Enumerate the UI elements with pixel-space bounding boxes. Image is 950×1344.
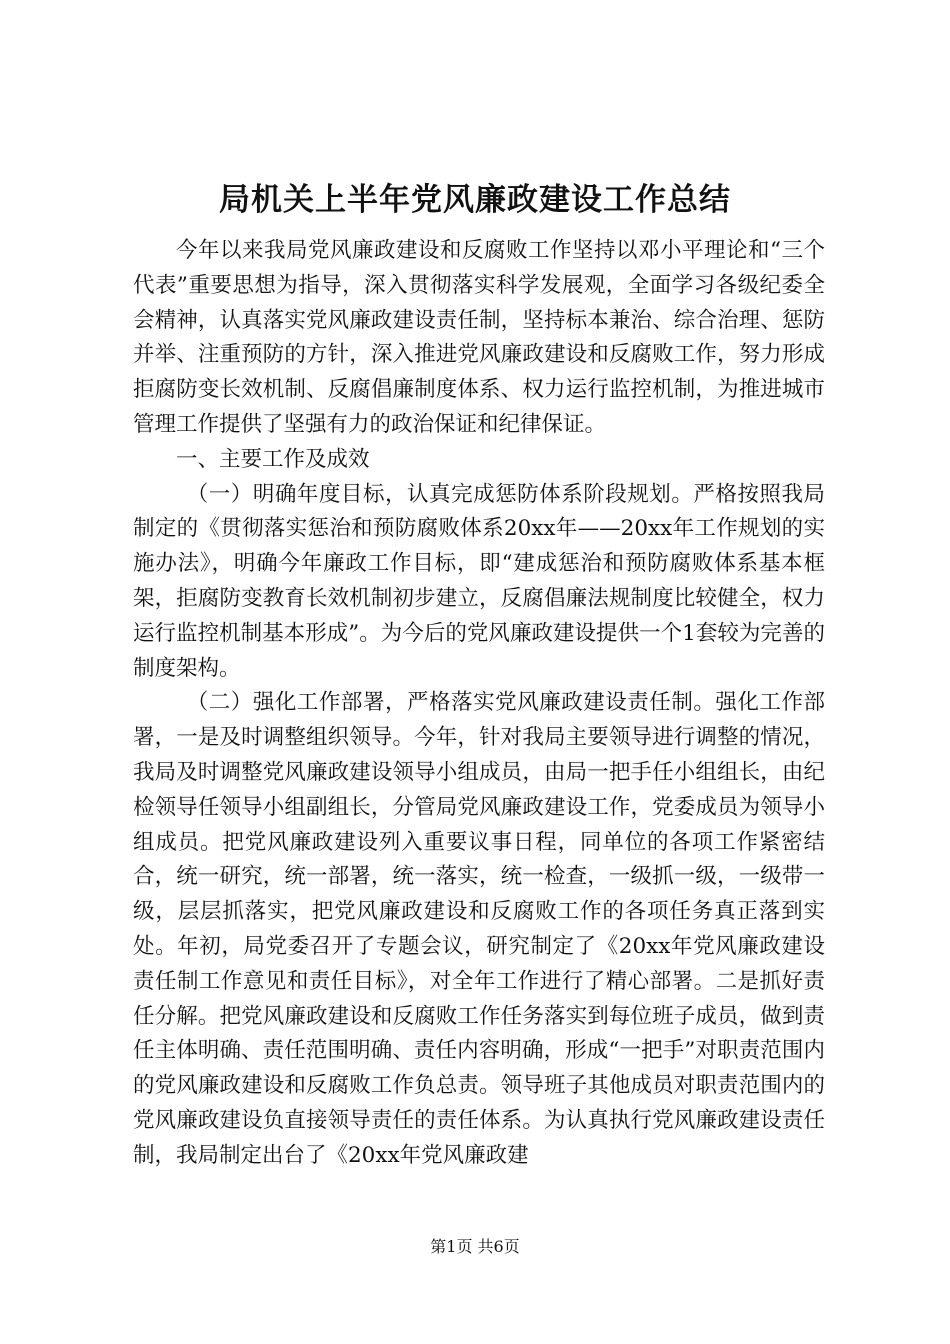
section-heading: 一、主要工作及成效 [176, 446, 370, 472]
document-body [133, 234, 825, 1174]
intro-paragraph: 今年以来我局党风廉政建设和反腐败工作坚持以邓小平理论和“三个代表”重要思想为指导，深入贯彻落实科学发展观，全面学习各级纪委全会精神，认真落实党风廉政建设责任制，坚持标本兼治、综合治理、惩防并举、注重预防的方针，深入推进党风廉政建设和反腐败工作，努力形成拒腐防变长效机制、反腐倡廉制度体系、权力运行监控机制，为推进城市管理工作提供了坚强有力的政治保证和纪律保证。 [133, 238, 825, 437]
page-number-footer: 第1页 共6页 [430, 1237, 520, 1256]
document-title: 局机关上半年党风廉政建设工作总结 [219, 182, 731, 218]
subsection-paragraph-1: （一）明确年度目标，认真完成惩防体系阶段规划。严格按照我局制定的《贯彻落实惩治和预防腐败体系20xx年——20xx年工作规划的实施办法》，明确今年廉政工作目标，即“建成惩治和预防腐败体系基本框架，拒腐防变教育长效机制初步建立，反腐倡廉法规制度比较健全，权力运行监控机制基本形成”。为今后的党风廉政建设提供一个1套较为完善的制度架构。 [133, 481, 825, 681]
subsection-paragraph-2: （二）强化工作部署，严格落实党风廉政建设责任制。强化工作部署，一是及时调整组织领导。今年，针对我局主要领导进行调整的情况，我局及时调整党风廉政建设领导小组成员，由局一把手任小组组长，由纪检领导任领导小组副组长，分管局党风廉政建设工作，党委成员为领导小组成员。把党风廉政建设列入重要议事日程，同单位的各项工作紧密结合，统一研究，统一部署，统一落实，统一检查，一级抓一级，一级带一级，层层抓落实，把党风廉政建设和反腐败工作的各项任务真正落到实处。年初，局党委召开了专题会议，研究制定了《20xx年党风廉政建设责任制工作意见和责任目标》，对全年工作进行了精心部署。二是抓好责任分解。把党风廉政建设和反腐败工作任务落实到每位班子成员，做到责任主体明确、责任范围明确、责任内容明确，形成“一把手”对职责范围内的党风廉政建设和反腐败工作负总责。领导班子其他成员对职责范围内的党风廉政建设负直接领导责任的责任体系。为认真执行党风廉政建设责任制，我局制定出台了《20xx年党风廉政建 [133, 690, 825, 1168]
